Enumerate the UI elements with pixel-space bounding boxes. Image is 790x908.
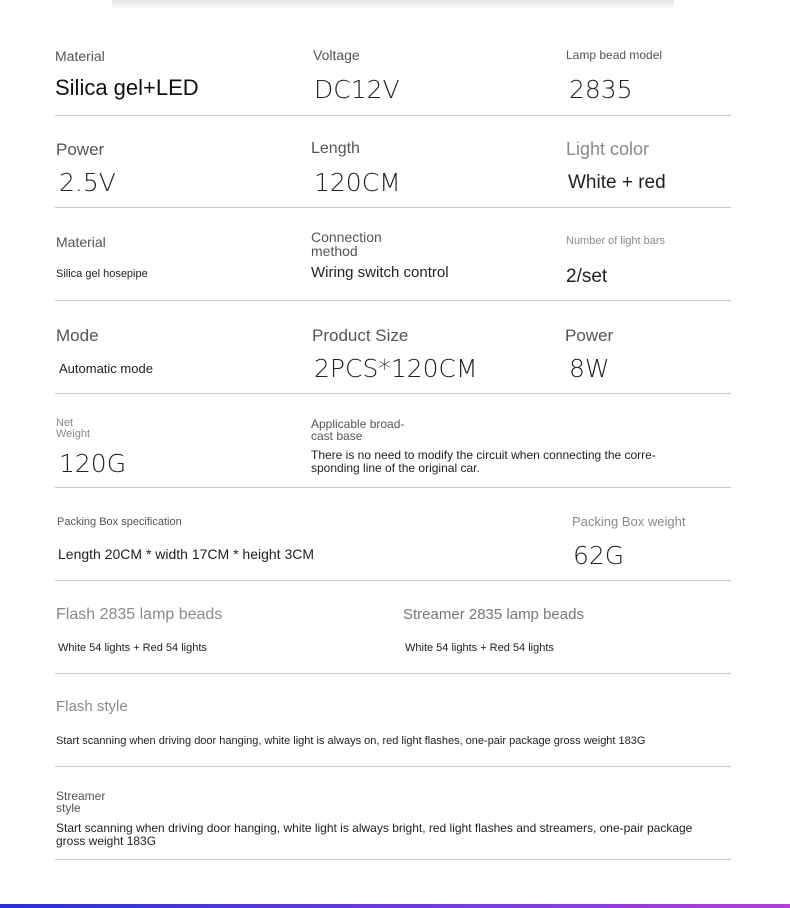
- spec-label-applicable-base: Applicable broad-cast base: [311, 417, 405, 443]
- row-divider: [55, 207, 731, 208]
- spec-label-material: Material: [55, 48, 105, 64]
- spec-label-power: Power: [56, 140, 105, 159]
- spec-label-streamer-lamp-beads: Streamer 2835 lamp beads: [403, 606, 584, 623]
- spec-label-voltage: Voltage: [313, 47, 360, 63]
- spec-value-light-color: White + red: [568, 172, 666, 193]
- spec-value-product-size: 2PCS*120CM: [314, 354, 478, 383]
- spec-value-streamer-lamp-beads: White 54 lights + Red 54 lights: [405, 642, 554, 654]
- spec-label-light-color: Light color: [566, 139, 650, 159]
- spec-label-flash-lamp-beads: Flash 2835 lamp beads: [56, 606, 223, 623]
- spec-label-net-weight: Net Weight: [56, 417, 91, 440]
- row-divider: [55, 766, 731, 767]
- spec-label-lamp-bead-model: Lamp bead model: [566, 48, 663, 62]
- spec-value-material: Silica gel+LED: [55, 75, 199, 100]
- spec-label-packing-box-weight: Packing Box weight: [572, 514, 686, 529]
- spec-label-number-of-light-bars: Number of light bars: [566, 235, 666, 247]
- spec-label-connection-method: Connection method: [311, 229, 382, 259]
- row-divider: [55, 859, 731, 860]
- spec-value-packing-box-weight: 62G: [573, 541, 625, 570]
- spec-label-mode: Mode: [56, 326, 99, 345]
- row-divider: [55, 673, 731, 674]
- spec-label-power-2: Power: [565, 326, 614, 345]
- spec-label-material-2: Material: [56, 234, 106, 250]
- spec-value-material-2: Silica gel hosepipe: [56, 268, 148, 280]
- spec-value-lamp-bead-model: 2835: [569, 75, 633, 104]
- spec-label-product-size: Product Size: [312, 326, 409, 345]
- spec-value-packing-box-spec: Length 20CM * width 17CM * height 3CM: [58, 546, 315, 562]
- spec-value-number-of-light-bars: 2/set: [566, 266, 608, 287]
- row-divider: [55, 580, 731, 581]
- spec-value-flash-style: Start scanning when driving door hanging, white light is always on, red light flashes, one-pair package gross weight 183G: [56, 735, 646, 747]
- spec-value-power: 2.5V: [59, 168, 116, 197]
- row-divider: [55, 393, 731, 394]
- spec-value-length: 120CM: [314, 168, 401, 197]
- spec-value-connection-method: Wiring switch control: [311, 264, 449, 281]
- row-divider: [55, 300, 731, 301]
- spec-value-streamer-style: Start scanning when driving door hanging, white light is always bright, red light flashes and streamers, one-pair package gross weight 183G: [56, 821, 693, 848]
- spec-label-packing-box-spec: Packing Box specification: [57, 516, 182, 528]
- accent-gradient-bar: [0, 904, 790, 908]
- spec-value-net-weight: 120G: [59, 449, 127, 478]
- spec-value-flash-lamp-beads: White 54 lights + Red 54 lights: [58, 642, 207, 654]
- spec-label-length: Length: [311, 140, 360, 157]
- row-divider: [55, 487, 731, 488]
- spec-value-applicable-base: There is no need to modify the circuit when connecting the corre-sponding line of the original car.: [311, 448, 656, 475]
- spec-value-voltage: DC12V: [314, 75, 400, 104]
- row-divider: [55, 115, 731, 116]
- spec-value-power-2: 8W: [569, 354, 610, 383]
- top-image-edge: [112, 0, 674, 8]
- spec-value-mode: Automatic mode: [59, 361, 153, 376]
- spec-label-streamer-style: Streamer style: [56, 789, 106, 815]
- spec-label-flash-style: Flash style: [56, 698, 128, 715]
